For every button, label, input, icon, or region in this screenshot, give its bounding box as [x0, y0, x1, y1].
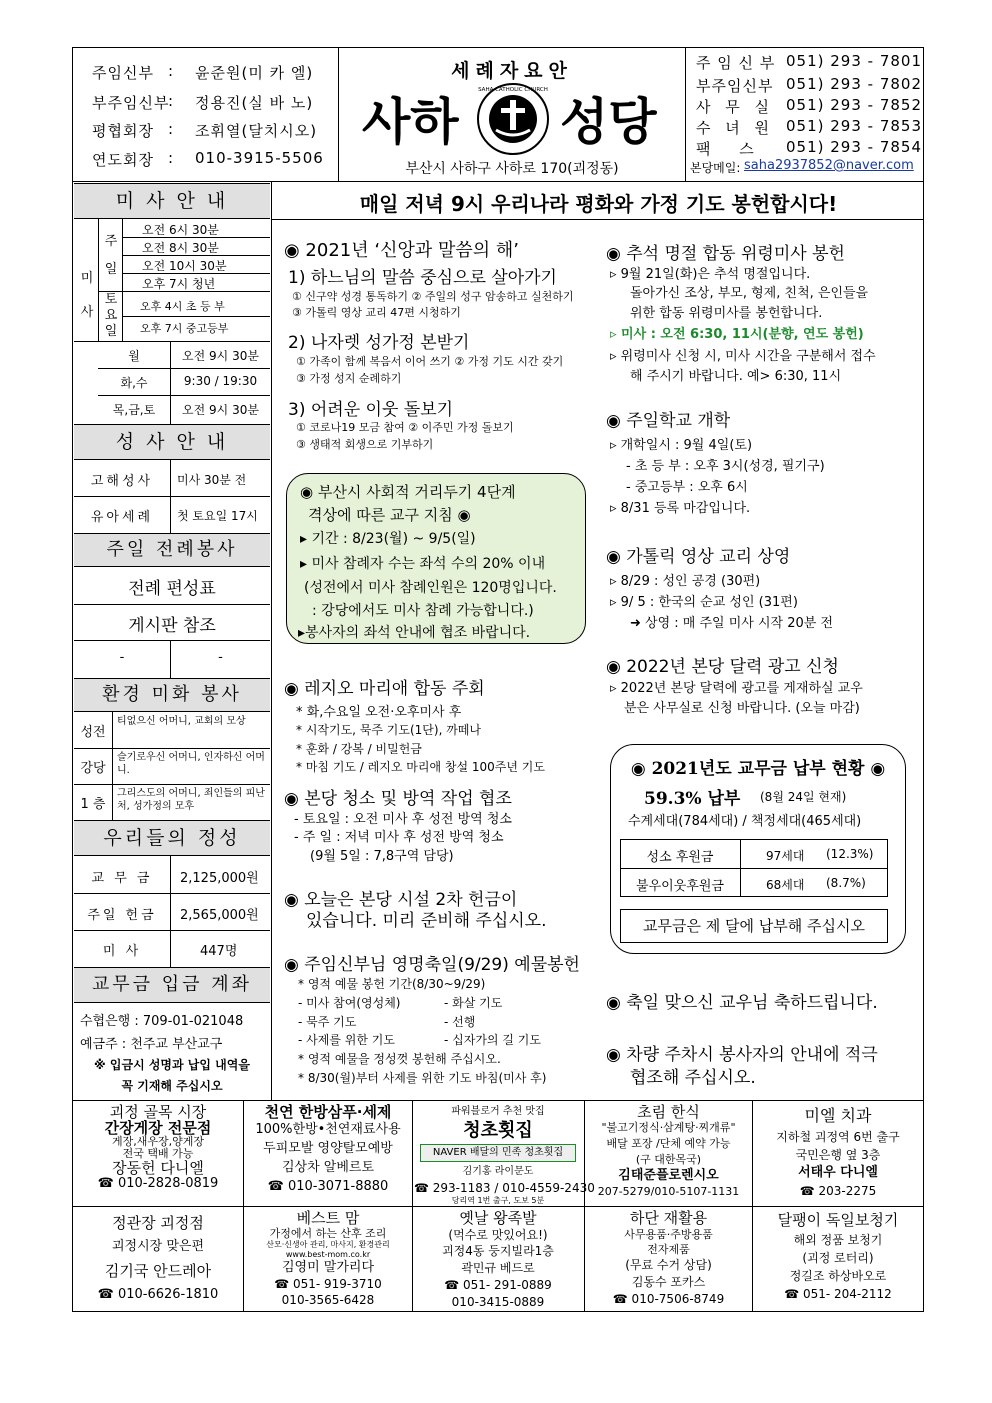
contact-phone: 051) 293 - 7801: [786, 52, 923, 70]
sunday-mass: 오전 8시 30분: [142, 241, 219, 255]
weekday: 목,금,토: [112, 403, 156, 417]
divider: [685, 47, 686, 181]
contact-phone: 051) 293 - 7852: [786, 96, 923, 114]
ad-postpartum: 베스트 맘 가정에서 하는 산후 조리 산모·신생아 관리, 마사지, 환경관리 www.best-mom.co.kr 김영미 말가리다 ☎ 051- 919-3710 010-3565-6428: [266, 1209, 390, 1307]
item-title: 1) 하느님의 말씀 중심으로 살아가기: [288, 268, 557, 288]
section-liturgy-title: 주일 전례봉사: [74, 533, 270, 567]
email-label: 본당메일:: [690, 161, 741, 175]
school-line: ▹ 개학일시 : 9월 4일(토): [610, 438, 753, 453]
theme-title: ◉ 2021년 ‘신앙과 말씀의 해’: [284, 240, 519, 261]
section-cleaning-title: 환경 미화 봉사: [74, 678, 270, 712]
divider: [338, 47, 339, 181]
saturday-label: 토요일: [104, 292, 118, 339]
role-name: 조휘열(달치시오): [195, 122, 318, 140]
contact-label: 사 무 실: [696, 98, 775, 116]
contact-label: 팩 스: [696, 140, 766, 158]
item-title: 2) 나자렛 성가정 본받기: [288, 333, 470, 353]
cleaning-team: 그리스도의 어머니, 죄인들의 피난처, 성가정의 모후: [117, 788, 265, 812]
account-bank: 수협은행 : 709-01-021048: [80, 1014, 244, 1029]
guideline-title: ◉ 부산시 사회적 거리두기 4단계: [300, 483, 516, 501]
weekday-time: 9:30 / 19:30: [183, 374, 258, 388]
guideline-line: ▸ 미사 참례자 수는 좌석 수의 20% 이내: [300, 556, 546, 572]
sacrament-time: 미사 30분 전: [177, 473, 247, 487]
parish-patron: 세례자요안: [451, 60, 573, 82]
legio-line: * 화,수요일 오전·오후미사 후: [296, 705, 462, 720]
guideline-line: ▸봉사자의 좌석 안내에 협조 바랍니다.: [298, 625, 531, 641]
video-title: ◉ 가톨릭 영상 교리 상영: [606, 547, 791, 567]
contact-label: 주 임 신 부: [696, 54, 776, 72]
chuseok-line: 해 주시기 바랍니다. 예> 6:30, 11시: [630, 369, 842, 384]
guideline-line: (성전에서 미사 참례인원은 120명입니다.: [304, 580, 557, 596]
item-text: ③ 가정 성지 순례하기: [296, 372, 402, 385]
title-left: 사하: [362, 92, 459, 151]
weekday-time: 오전 9시 30분: [182, 349, 259, 363]
liturgy-blank: -: [218, 650, 223, 665]
collection-notice: ◉ 오늘은 본당 시설 2차 헌금이: [284, 890, 518, 910]
feast-line: * 8/30(월)부터 사제를 위한 기도 바침(미사 후): [298, 1071, 547, 1085]
cleaning-notice-line: - 토요일 : 오전 미사 후 성전 방역 청소: [294, 812, 512, 827]
sunday-mass: 오전 6시 30분: [142, 223, 219, 237]
contact-phone: 051) 293 - 7854: [786, 138, 923, 156]
dues-note: 교무금은 제 달에 납부해 주십시오: [620, 909, 888, 943]
sunday-mass: 오전 10시 30분: [142, 259, 227, 273]
offering-name: 교 무 금: [91, 871, 153, 886]
item-title: 3) 어려운 이웃 돌보기: [288, 400, 454, 420]
cleaning-team: 슬기로우신 어머니, 인자하신 어머니.: [117, 752, 265, 776]
cleaning-notice-line: - 주 일 : 저녁 미사 후 성전 방역 청소: [294, 830, 504, 845]
ad-restaurant: 파워블로거 추천 맛집 청초횟집 NAVER 배달의 민족 청초횟집 김기홍 라이문도 ☎ 293-1183 / 010-4559-2430 당리역 1번 출구, 도보 5분: [414, 1106, 595, 1205]
divider: [72, 181, 924, 182]
divider: [271, 219, 924, 220]
calendar-line: 분은 사무실로 신청 바랍니다. (오늘 마감): [624, 701, 860, 716]
dues-row-count: 68세대: [766, 878, 805, 892]
feast-line: - 사제를 위한 기도: [298, 1033, 395, 1047]
dues-counts: 수계세대(784세대) / 책정세대(465세대): [628, 814, 862, 829]
liturgy-blank: -: [119, 650, 125, 665]
account-note: 꼭 기재해 주십시오: [121, 1079, 223, 1093]
dues-title: ◉ 2021년도 교무금 납부 현황 ◉: [630, 759, 886, 779]
weekday-time: 오전 9시 30분: [182, 403, 259, 417]
dues-row-pct: (8.7%): [826, 876, 866, 890]
feast-line: * 영적 예물을 정성껏 봉헌해 주십시오.: [298, 1052, 501, 1066]
divider: [72, 1206, 924, 1207]
section-mass-title: 미 사 안 내: [74, 183, 270, 219]
section-offering-title: 우리들의 정성: [74, 820, 270, 856]
feast-line: - 화살 기도: [444, 996, 503, 1010]
offering-amount: 2,565,000원: [180, 908, 259, 923]
liturgy-row: 전례 편성표: [128, 579, 216, 599]
parish-seal-icon: [476, 82, 550, 156]
sacrament-name: 고해성사: [90, 474, 154, 489]
banner: 매일 저녁 9시 우리나라 평화와 가정 기도 봉헌합시다!: [359, 192, 838, 216]
cleaning-place: 1 층: [80, 797, 106, 812]
chuseok-line: ▹ 9월 21일(화)은 추석 명절입니다.: [610, 267, 811, 282]
dues-row-pct: (12.3%): [826, 847, 874, 861]
cleaning-notice-title: ◉ 본당 청소 및 방역 작업 협조: [284, 789, 512, 809]
cleaning-notice-line: (9월 5일 : 7,8구역 담당): [310, 849, 454, 864]
liturgy-row: 게시판 참조: [128, 616, 216, 636]
sacrament-name: 유아세례: [90, 510, 154, 525]
offering-name: 미 사: [102, 944, 142, 959]
sunday-mass: 오후 7시 청년: [142, 277, 216, 291]
divider: [271, 181, 272, 1100]
cleaning-place: 성전: [80, 725, 106, 740]
legio-title: ◉ 레지오 마리애 합동 주회: [284, 679, 485, 699]
chuseok-line: 위한 합동 위령미사를 봉헌합니다.: [630, 306, 823, 321]
feast-title: ◉ 주임신부님 영명축일(9/29) 예물봉헌: [284, 955, 580, 975]
account-holder: 예금주 : 천주교 부산교구: [80, 1037, 223, 1052]
ad-crab: 괴정 골목 시장 간장게장 전문점 게장,새우장,양게장 전국 택배 가능 장동헌 다니엘 ☎ 010-2828-0819: [97, 1103, 219, 1191]
role-name: 윤준원(미 카 엘): [195, 64, 314, 82]
feast-line: - 묵주 기도: [298, 1015, 357, 1029]
feast-line: - 십자가의 길 기도: [444, 1033, 541, 1047]
congrats: ◉ 축일 맞으신 교우님 축하드립니다.: [606, 993, 878, 1013]
item-text: ① 신구약 성경 통독하기 ② 주일의 성구 암송하고 실천하기: [292, 290, 574, 303]
dues-row-name: 성소 후원금: [646, 850, 714, 865]
calendar-line: ▹ 2022년 본당 달력에 광고를 게재하실 교우: [610, 681, 863, 696]
item-text: ③ 생태적 회생으로 기부하기: [296, 438, 434, 451]
sacrament-time: 첫 토요일 17시: [177, 509, 258, 523]
section-sacrament-title: 성 사 안 내: [74, 424, 270, 460]
cleaning-team: 티없으신 어머니, 교회의 모상: [117, 716, 246, 727]
dues-row-name: 불우이웃후원금: [636, 879, 724, 894]
guideline-line: ▸ 기간 : 8/23(월) ~ 9/5(일): [300, 531, 476, 547]
role-label: 평협회장: [92, 122, 154, 140]
seal-text: SAHA CATHOLIC CHURCH: [478, 87, 548, 93]
school-line: - 초 등 부 : 오후 3시(성경, 필기구): [626, 459, 825, 474]
dues-percent: 59.3% 납부: [644, 789, 741, 809]
contact-phone: 051) 293 - 7853: [786, 117, 923, 135]
email-link[interactable]: saha2937852@naver.com: [744, 158, 914, 173]
chuseok-mass-time: ▹ 미사 : 오전 6:30, 11시(분향, 연도 봉헌): [610, 327, 864, 342]
role-label: 주임신부: [92, 64, 154, 82]
ad-dental: 미엘 치과 지하철 괴정역 6번 출구 국민은행 옆 3층 서태우 다니엘 ☎ 203-2275: [776, 1106, 900, 1198]
parking-notice: 협조해 주십시오.: [630, 1068, 756, 1088]
offering-name: 주일 헌금: [87, 908, 157, 923]
account-note: ※ 입금시 성명과 납입 내역을: [94, 1058, 250, 1072]
calendar-title: ◉ 2022년 본당 달력 광고 신청: [606, 657, 839, 677]
guideline-title: 격상에 따른 교구 지침 ◉: [308, 506, 471, 524]
video-line: ▹ 9/ 5 : 한국의 순교 성인 (31편): [610, 595, 798, 610]
legio-line: * 시작기도, 묵주 기도(1단), 까떼나: [296, 723, 481, 737]
ad-shampoo: 천연 한방삼푸·세제 100%한방•천연재료사용 두피모발 영양탈모예방 김상차 알베르토 ☎ 010-3071-8880: [255, 1103, 401, 1194]
item-text: ① 코로나19 모금 참여 ② 이주민 가정 돌보기: [296, 421, 514, 434]
sunday-label: 주일: [104, 234, 118, 277]
offering-amount: 2,125,000원: [180, 871, 259, 886]
school-title: ◉ 주일학교 개학: [606, 411, 731, 431]
divider: [72, 1100, 924, 1101]
parking-notice: ◉ 차량 주차시 봉사자의 안내에 적극: [606, 1045, 878, 1065]
school-line: ▹ 8/31 등록 마감입니다.: [610, 501, 751, 516]
role-name: 정용진(실 바 노): [195, 94, 314, 112]
guideline-line: : 강당에서도 미사 참례 가능합니다.): [312, 603, 534, 619]
video-line: ➜ 상영 : 매 주일 미사 시작 20분 전: [630, 616, 834, 631]
role-label: 연도회장: [92, 151, 154, 169]
chuseok-line: 돌아가신 조상, 부모, 형제, 친척, 은인들을: [630, 286, 869, 301]
weekday: 화,수: [120, 376, 148, 390]
address: 부산시 사하구 사하로 170(괴정동): [405, 161, 619, 177]
role-name: 010-3915-5506: [195, 149, 324, 167]
feast-line: - 선행: [444, 1015, 476, 1029]
saturday-mass: 오후 4시 초 등 부: [140, 300, 225, 313]
chuseok-title: ◉ 추석 명절 합동 위령미사 봉헌: [606, 244, 845, 264]
ad-recycling: 하단 재활용 사무용품·주방용품 전자제품 (무료 수거 상담) 김동수 포카스 ☎ 010-7506-8749: [612, 1209, 725, 1306]
item-text: ① 가족이 함께 복음서 이어 쓰기 ② 가정 기도 시간 갖기: [296, 355, 564, 368]
saturday-mass: 오후 7시 중고등부: [140, 322, 229, 335]
item-text: ③ 가톨릭 영상 교리 47편 시청하기: [292, 306, 461, 319]
school-line: - 중고등부 : 오후 6시: [626, 480, 748, 495]
collection-notice: 있습니다. 미리 준비해 주십시오.: [306, 911, 547, 931]
video-line: ▹ 8/29 : 성인 공경 (30편): [610, 574, 761, 589]
feast-line: * 영적 예물 봉헌 기간(8/30~9/29): [298, 977, 486, 991]
mass-label: 미사: [80, 271, 94, 320]
dues-row-count: 97세대: [766, 849, 805, 863]
chuseok-line: ▹ 위령미사 신청 시, 미사 시간을 구분해서 접수: [610, 349, 876, 364]
title-right: 성당: [560, 92, 657, 151]
section-account-title: 교무금 입금 계좌: [74, 967, 270, 1003]
legio-line: * 마침 기도 / 레지오 마리애 창설 100주년 기도: [296, 760, 545, 774]
feast-line: - 미사 참여(영성체): [298, 996, 401, 1010]
contact-phone: 051) 293 - 7802: [786, 75, 923, 93]
offering-amount: 447명: [200, 944, 238, 959]
ad-pork: 옛날 왕족발 (먹수로 맛있어요!) 괴정4동 둥지빌라1층 곽민규 베드로 ☎ 051- 291-0889 010-3415-0889: [442, 1209, 554, 1309]
contact-label: 수 녀 원: [696, 119, 775, 137]
role-label: 부주임신부: [92, 94, 170, 112]
cleaning-place: 강당: [80, 761, 106, 776]
weekday: 월: [128, 349, 140, 363]
contact-label: 부주임신부: [696, 77, 774, 95]
ad-ginseng: 정관장 괴정점 괴정시장 맞은편 김기국 안드레아 ☎ 010-6626-1810: [97, 1214, 219, 1302]
ad-korean-food: 초림 한식 "불고기정식·삼계탕·찌개류" 배달 포장 /단체 예약 가능 (구 대한목국) 김태준플로렌시오 207-5279/010-5107-1131: [597, 1103, 740, 1198]
ad-hearing-aid: 달팽이 독일보청기 해외 정품 보청기 (괴정 로터리) 정길조 하상바오로 ☎ 051- 204-2112: [777, 1211, 899, 1301]
legio-line: * 훈화 / 강복 / 비밀헌금: [296, 742, 422, 756]
dues-date: (8월 24일 현재): [760, 790, 847, 804]
